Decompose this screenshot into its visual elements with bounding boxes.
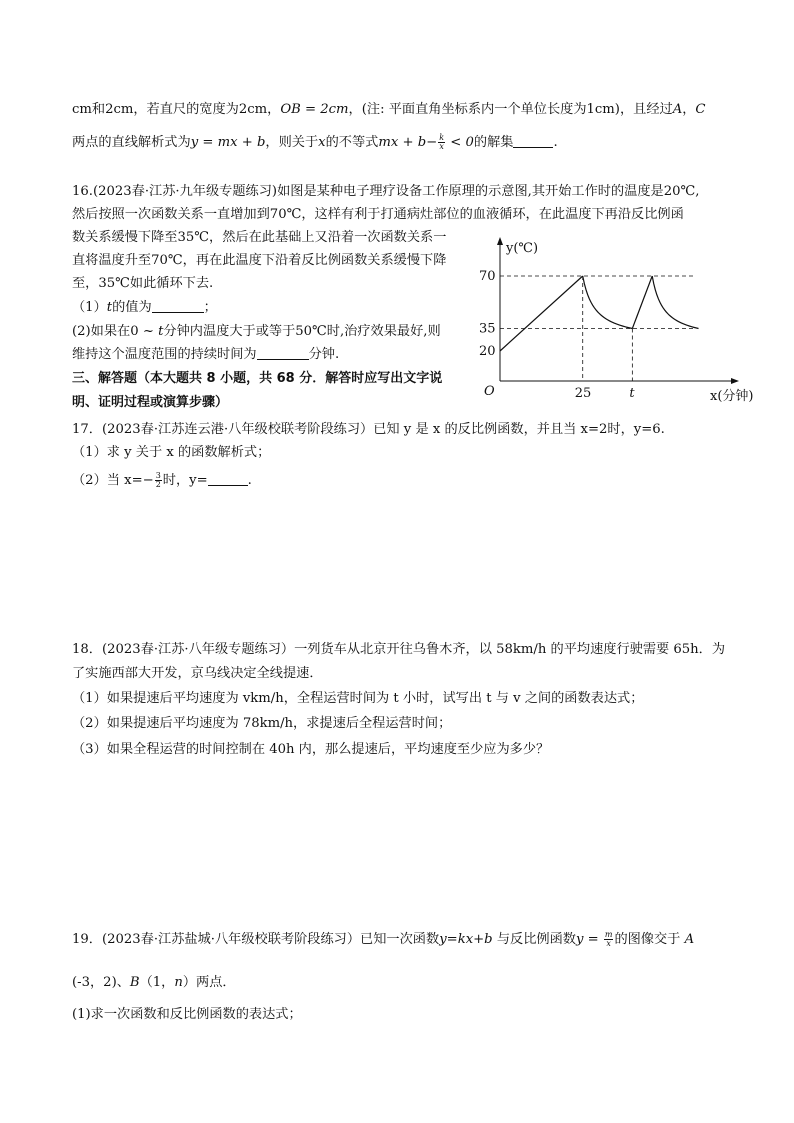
q17-part-2: （2）当 x=− $\frac{3}{2}$ 时，y= . — [72, 471, 252, 489]
q16-line-2: 然后按照一次函数关系一直增加到70℃，这样有利于打通病灶部位的血液循环，在此温度下再沿反比例函 — [72, 207, 684, 222]
q15-text: ，(注: 平面直角坐标系内一个单位长度为1cm)，且经过 — [348, 102, 673, 117]
q17-answer-blank[interactable] — [208, 471, 248, 486]
q15-math: < 0 — [446, 135, 474, 150]
q17-part-1: （1）求 y 关于 x 的函数解析式； — [72, 445, 271, 460]
q16-answer-blank-2[interactable] — [257, 345, 309, 360]
q15-line-2 — [72, 133, 732, 153]
q16-line-5: 至，35℃如此循环下去. — [72, 276, 214, 291]
q15-math: y = mx + b — [190, 135, 266, 150]
origin-label: O — [484, 384, 495, 399]
q15-text: . — [553, 135, 558, 150]
q15-text: 的解集 — [473, 135, 514, 150]
q16-answer-blank-1[interactable] — [152, 298, 204, 313]
curve-segment-1 — [583, 276, 633, 329]
q15-text: ， — [682, 102, 696, 117]
q16-part-2: (2)如果在0 ~ t分钟内温度大于或等于50℃时,治疗效果最好,则 — [72, 324, 441, 339]
y-tick-label-70: 70 — [479, 269, 496, 284]
q18-part-3: （3）如果全程运营的时间控制在 40h 内，那么提速后，平均速度至少应为多少？ — [72, 742, 550, 757]
y-tick-label-20: 20 — [479, 344, 496, 359]
q18-part-1: （1）如果提速后平均速度为 vkm/h，全程运营时间为 t 小时，试写出 t 与 v 之间的函数表达式； — [72, 691, 644, 706]
q15-line-1 — [72, 100, 732, 120]
q15-math: x — [318, 135, 326, 150]
curve-segment-3 — [652, 276, 698, 329]
q16-line-4: 直将温度升至70℃，再在此温度下沿着反比例函数关系缓慢下降 — [72, 253, 447, 268]
q18-part-2: （2）如果提速后平均速度为 78km/h，求提速后全程运营时间； — [72, 716, 452, 731]
q15-text: 的不等式 — [325, 135, 379, 150]
q16-part-1: （1）t的值为 ； — [72, 300, 217, 315]
y-tick-label-35: 35 — [479, 321, 496, 337]
q15-fraction: $\frac{k}{x}$ — [439, 133, 445, 151]
q17-line-1: 17．(2023春·江苏连云港·八年级校联考阶段练习）已知 y 是 x 的反比例函数，并且当 x=2时，y=6. — [72, 422, 665, 437]
q15-math: OB = 2cm — [280, 102, 349, 117]
x-tick-label-1: t — [629, 386, 635, 401]
q16-part-2b: 维持这个温度范围的持续时间为 分钟. — [72, 347, 340, 362]
q15-text: 两点的直线解析式为 — [72, 135, 191, 150]
x-axis-label: x(分钟) — [710, 389, 754, 404]
y-axis-arrow — [497, 237, 503, 245]
x-tick-label-0: 25 — [574, 386, 592, 401]
q16-line-3: 数关系缓慢下降至35℃，然后在此基础上又沿着一次函数关系一 — [72, 230, 447, 245]
q18-line-2: 了实施西部大开发，京乌线决定全线提速． — [72, 666, 323, 681]
q15-math: A — [672, 102, 683, 117]
q19-part-1: (1)求一次函数和反比例函数的表达式； — [72, 1007, 302, 1022]
q15-text: cm和2cm，若直尺的宽度为2cm， — [72, 102, 281, 117]
curve-segment-2 — [632, 276, 652, 329]
q15-answer-blank[interactable] — [513, 133, 553, 148]
q18-line-1: 18．(2023春·江苏·八年级专题练习）一列货车从北京开往乌鲁木齐，以 58km/h 的平均速度行驶需要 65h．为 — [72, 642, 726, 657]
q19-fraction: $\frac{m}{x}$ — [604, 930, 613, 948]
chart-axes — [497, 237, 739, 384]
x-axis-arrow — [731, 378, 739, 384]
q17-fraction: $\frac{3}{2}$ — [155, 471, 161, 489]
section-heading-cont: 明、证明过程或演算步骤） — [72, 395, 229, 410]
q19-line-2: (-3，2)、B（1，n）两点． — [72, 975, 236, 990]
q15-math: mx + b− — [378, 135, 438, 150]
section-heading: 三、解答题（本大题共 8 小题，共 68 分．解答时应写出文字说 — [72, 371, 443, 386]
q15-math: C — [695, 102, 706, 117]
curve-segment-0 — [500, 276, 583, 351]
chart-curve — [500, 276, 699, 351]
y-axis-label: y(℃) — [506, 241, 539, 256]
q16-line-1: 16.(2023春·江苏·九年级专题练习)如图是某种电子理疗设备工作原理的示意图,其开始工作时的温度是20℃, — [72, 184, 700, 199]
q19-line-1: 19．(2023春·江苏盐城·八年级校联考阶段练习）已知一次函数y=kx+b 与反比例函数y = $\frac{m}{x}$ 的图像交于 A — [72, 930, 695, 948]
q15-text: ，则关于 — [265, 135, 319, 150]
